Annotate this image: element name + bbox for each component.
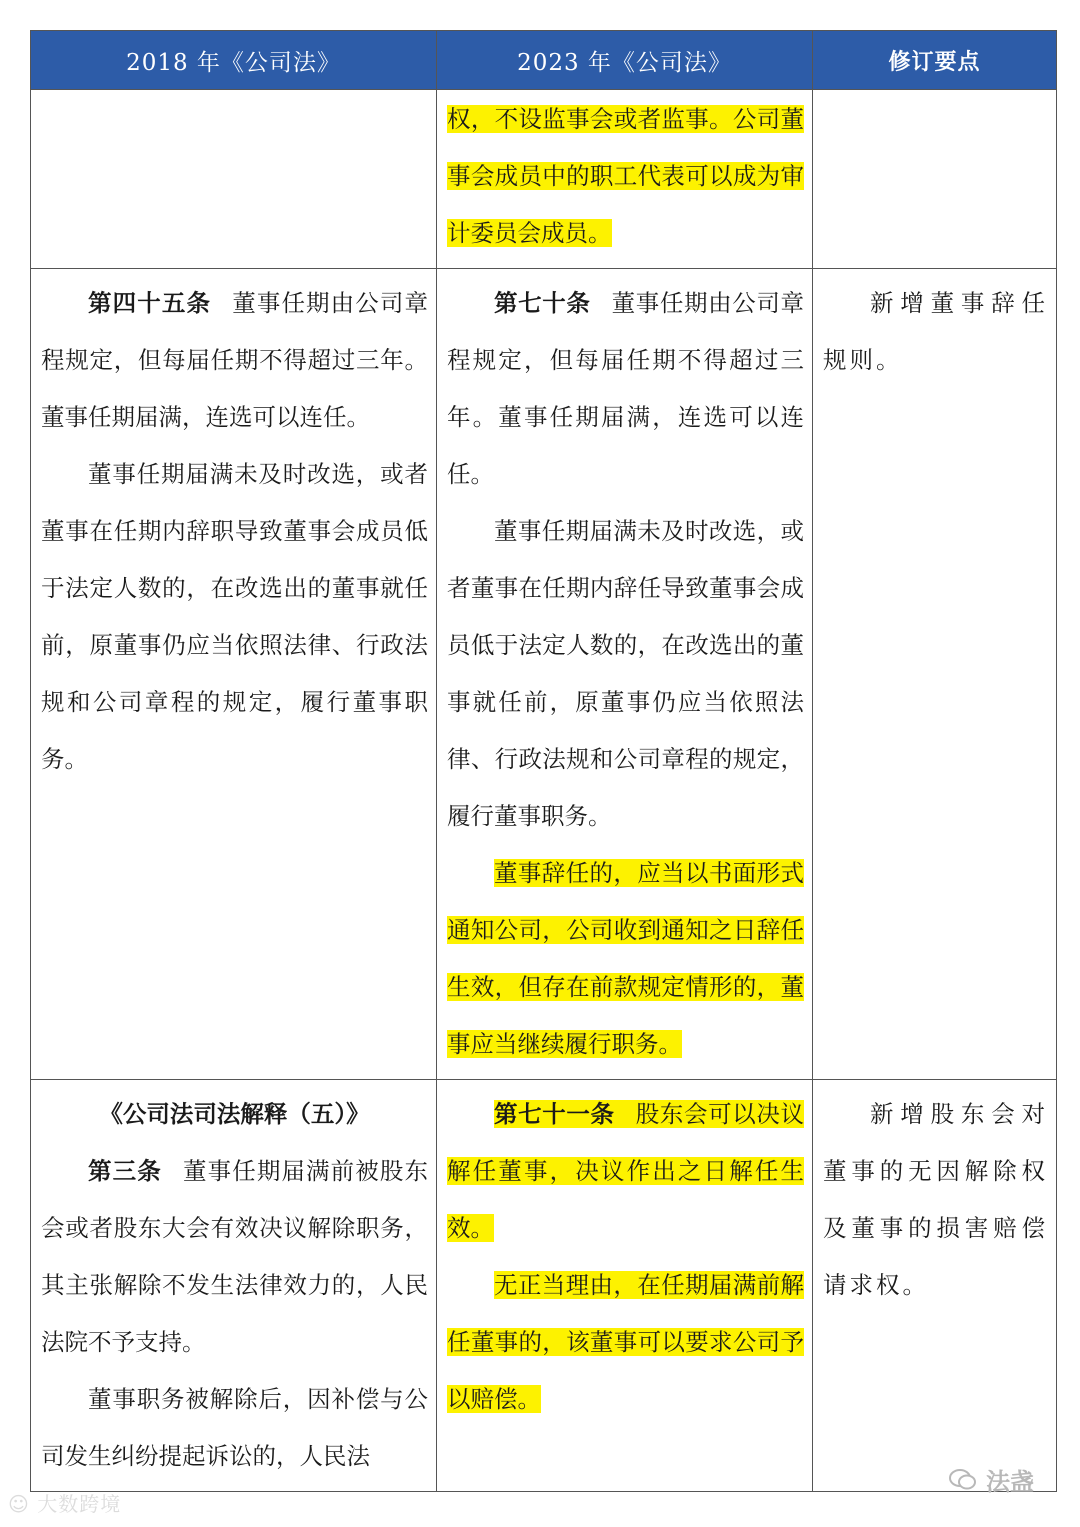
- article-text: 董事任期届满未及时改选，或者董事在任期内辞任导致董事会成员低于法定人数的，在改选出的董事就任前，原董事仍应当依照法律、行政法规和公司章程的规定，履行董事职务。: [447, 517, 804, 830]
- highlighted-text: 无正当理由，在任期届满前解任董事的，该董事可以要求公司予以赔偿。: [447, 1271, 804, 1413]
- revision-note: 新增股东会对董事的无因解除权及董事的损害赔偿请求权。: [823, 1100, 1048, 1299]
- article-paragraph: [447, 845, 804, 1073]
- cell-revision-note: [813, 269, 1057, 1080]
- cell-2023-text: [437, 1080, 813, 1492]
- table-header-row: [31, 31, 1057, 90]
- cell-revision-note: [813, 1080, 1057, 1492]
- cell-2018-empty: [31, 90, 437, 269]
- article-paragraph: [41, 1371, 428, 1485]
- watermark-right-text: 法盏: [986, 1468, 1034, 1496]
- article-paragraph: [41, 275, 428, 446]
- article-paragraph: [447, 1086, 804, 1257]
- header-2023-law: 2023 年《公司法》: [437, 31, 813, 90]
- article-paragraph: [41, 446, 428, 788]
- highlighted-text: [447, 1100, 804, 1242]
- article-title: 第四十五条: [88, 289, 212, 317]
- header-revision-points: 修订要点: [813, 31, 1057, 90]
- article-paragraph: [447, 503, 804, 845]
- para-continuation: [447, 91, 804, 262]
- article-title: 第三条: [88, 1157, 162, 1185]
- article-paragraph: [447, 275, 804, 503]
- law-comparison-table: [30, 30, 1057, 1492]
- article-paragraph: [41, 1143, 428, 1371]
- header-2018-law: 2018 年《公司法》: [31, 31, 437, 90]
- article-title: 第七十条: [494, 289, 591, 317]
- table-row: [31, 269, 1057, 1080]
- highlighted-text: 权，不设监事会或者监事。公司董事会成员中的职工代表可以成为审计委员会成员。: [447, 105, 804, 247]
- weibo-icon: ☺: [8, 1492, 30, 1516]
- watermark-left-text: 大数跨境: [37, 1492, 122, 1516]
- article-text: 董事任期届满前被股东会或者股东大会有效决议解除职务，其主张解除不发生法律效力的，人民法院不予支持。: [41, 1157, 429, 1356]
- watermark-left: [8, 1488, 121, 1517]
- cell-2018-text: [31, 269, 437, 1080]
- article-text: 股东会可以决议解任董事，决议作出之日解任生效。: [447, 1100, 805, 1242]
- article-title: 第七十一条: [494, 1100, 615, 1128]
- article-text: 董事任期由公司章程规定，但每届任期不得超过三年。董事任期届满，连选可以连任。: [447, 289, 805, 488]
- article-text: 董事任期届满未及时改选，或者董事在任期内辞职导致董事会成员低于法定人数的，在改选出的董事就任前，原董事仍应当依照法律、行政法规和公司章程的规定，履行董事职务。: [41, 460, 428, 773]
- judicial-interpretation-title: 《公司法司法解释（五）》: [99, 1100, 370, 1128]
- article-paragraph: [447, 1257, 804, 1428]
- article-text: 董事职务被解除后，因补偿与公司发生纠纷提起诉讼的，人民法: [41, 1385, 428, 1470]
- cell-note-empty: [813, 90, 1057, 269]
- cell-2023-text: [437, 90, 813, 269]
- highlighted-text: 董事辞任的，应当以书面形式通知公司，公司收到通知之日辞任生效，但存在前款规定情形的，董事应当继续履行职务。: [447, 859, 804, 1058]
- cell-2023-text: [437, 269, 813, 1080]
- cell-2018-text: [31, 1080, 437, 1492]
- article-text: 董事任期由公司章程规定，但每届任期不得超过三年。董事任期届满，连选可以连任。: [41, 289, 429, 431]
- table-row: [31, 1080, 1057, 1492]
- wechat-icon: [948, 1467, 978, 1493]
- revision-note: 新增董事辞任规则。: [823, 289, 1048, 374]
- table-row: [31, 90, 1057, 269]
- watermark-right: [948, 1462, 1034, 1497]
